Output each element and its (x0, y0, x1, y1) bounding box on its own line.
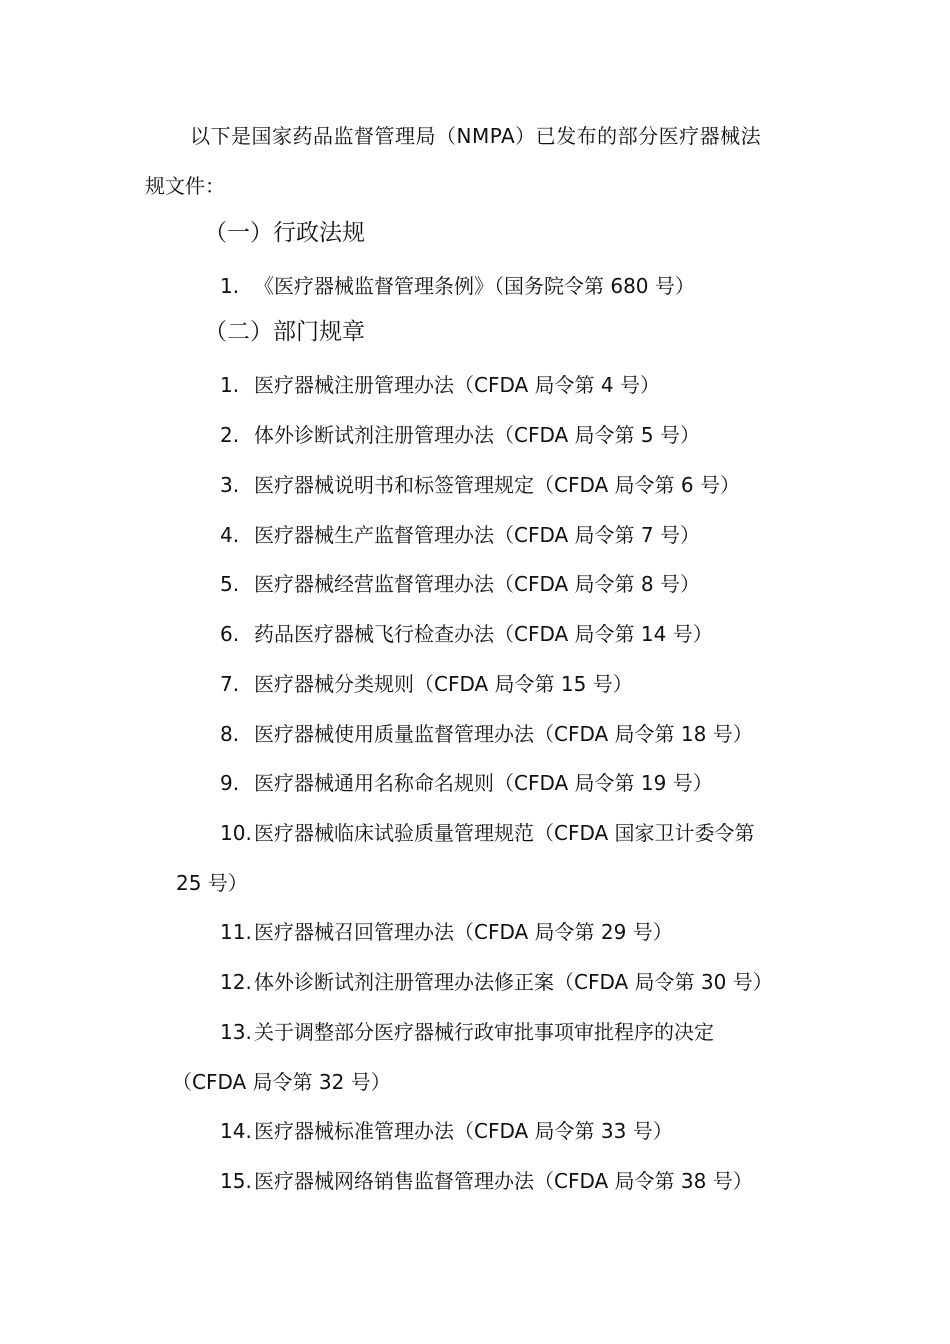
item-number: 6. (220, 622, 240, 646)
list-item (220, 1018, 714, 1046)
item-number: 13. (220, 1020, 252, 1044)
item-number: 14. (220, 1119, 252, 1143)
section-heading-departmental-rules: （二）部门规章 (204, 319, 365, 345)
item-number: 1. (220, 373, 240, 397)
list-item (220, 570, 700, 598)
intro-line-2: 规文件： (145, 174, 225, 198)
list-item (220, 521, 700, 549)
list-item (220, 471, 740, 499)
item-number: 9. (220, 771, 240, 795)
item-text: 关于调整部分医疗器械行政审批事项审批程序的决定 (254, 1020, 714, 1044)
item-text: 药品医疗器械飞行检查办法（CFDA 局令第 14 号） (254, 622, 713, 646)
item-number: 8. (220, 722, 240, 746)
list-item (220, 1167, 753, 1195)
item-number: 12. (220, 970, 252, 994)
intro-line-1: 以下是国家药品监督管理局（NMPA）已发布的部分医疗器械法 (190, 124, 762, 148)
item-text: 医疗器械经营监督管理办法（CFDA 局令第 8 号） (254, 572, 700, 596)
list-item (220, 769, 713, 797)
item-text: 体外诊断试剂注册管理办法（CFDA 局令第 5 号） (254, 423, 700, 447)
list-item (220, 670, 633, 698)
item-text: 医疗器械标准管理办法（CFDA 局令第 33 号） (254, 1119, 673, 1143)
item-text: 体外诊断试剂注册管理办法修正案（CFDA 局令第 30 号） (254, 970, 773, 994)
section-heading-administrative-regulations: （一）行政法规 (204, 220, 365, 246)
list-item (220, 272, 695, 300)
item-number: 1. (220, 274, 240, 298)
item-continuation: （CFDA 局令第 32 号） (172, 1070, 391, 1094)
list-item (220, 371, 660, 399)
item-number: 2. (220, 423, 240, 447)
item-number: 3. (220, 473, 240, 497)
item-text: 医疗器械说明书和标签管理规定（CFDA 局令第 6 号） (254, 473, 740, 497)
item-number: 7. (220, 672, 240, 696)
item-continuation: 25 号） (176, 871, 248, 895)
item-number: 15. (220, 1169, 252, 1193)
item-text: 医疗器械注册管理办法（CFDA 局令第 4 号） (254, 373, 660, 397)
item-number: 5. (220, 572, 240, 596)
item-number: 4. (220, 523, 240, 547)
item-number: 10. (220, 821, 252, 845)
item-text: 医疗器械网络销售监督管理办法（CFDA 局令第 38 号） (254, 1169, 753, 1193)
item-text: 医疗器械分类规则（CFDA 局令第 15 号） (254, 672, 633, 696)
list-item (220, 819, 755, 847)
list-item (220, 968, 773, 996)
item-text: 《医疗器械监督管理条例》（国务院令第 680 号） (254, 274, 695, 298)
item-text: 医疗器械通用名称命名规则（CFDA 局令第 19 号） (254, 771, 713, 795)
item-text: 医疗器械临床试验质量管理规范（CFDA 国家卫计委令第 (254, 821, 755, 845)
item-text: 医疗器械使用质量监督管理办法（CFDA 局令第 18 号） (254, 722, 753, 746)
item-text: 医疗器械召回管理办法（CFDA 局令第 29 号） (254, 920, 673, 944)
list-item (220, 1117, 673, 1145)
list-item (220, 421, 700, 449)
list-item (220, 918, 673, 946)
item-text: 医疗器械生产监督管理办法（CFDA 局令第 7 号） (254, 523, 700, 547)
list-item (220, 720, 753, 748)
item-number: 11. (220, 920, 252, 944)
list-item (220, 620, 713, 648)
